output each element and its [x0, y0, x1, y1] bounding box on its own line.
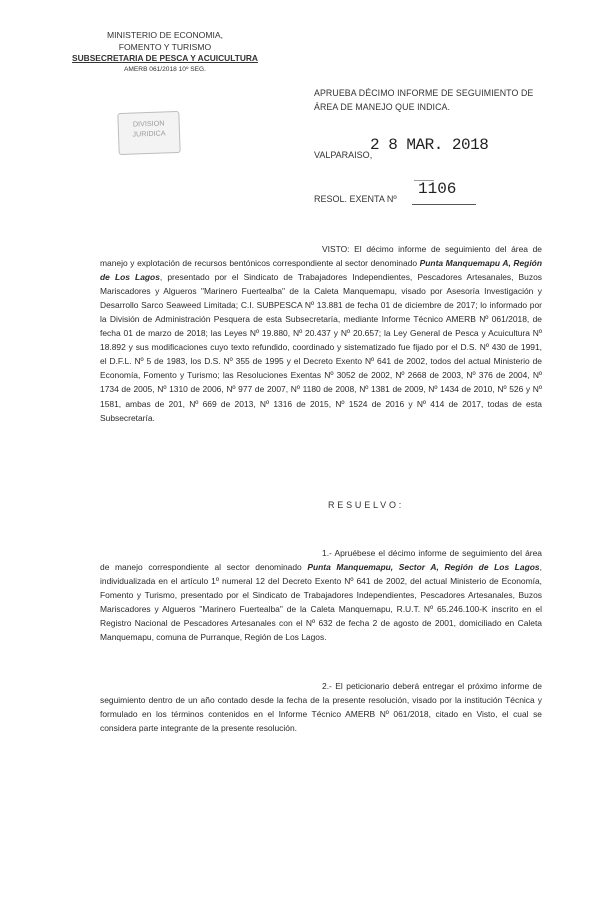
- article-1-lead: 1.- Apruébese el décimo informe de seguimiento del área de manejo correspondiente al sector denominado: [100, 548, 542, 573]
- resuelvo-heading: RESUELVO:: [328, 500, 405, 510]
- letterhead-ministry: MINISTERIO DE ECONOMIA,: [106, 30, 224, 40]
- visto-sector-name: Punta Manquemapu A, Región de Los Lagos: [100, 258, 542, 283]
- article-1-sector-name: Punta Manquemapu, Sector A, Región de Los Lagos: [307, 562, 540, 573]
- subject-line1: APRUEBA DÉCIMO INFORME DE SEGUIMIENTO DE: [314, 88, 534, 98]
- stamp-line1: DIVISION: [132, 118, 165, 129]
- resolution-label: RESOL. EXENTA Nº: [314, 194, 397, 204]
- place-label: VALPARAISO,: [314, 150, 373, 160]
- visto-lead: VISTO: El décimo informe de seguimiento del área de manejo y explotación de recursos bentónicos correspondiente al sector denominado: [100, 244, 542, 269]
- article-2-paragraph: [100, 679, 542, 735]
- letterhead-subsecretaria: SUBSECRETARIA DE PESCA Y ACUICULTURA: [72, 53, 258, 63]
- letterhead-reference: AMERB 061/2018 10º SEG.: [124, 65, 206, 73]
- resolution-underline: [412, 204, 476, 205]
- stamp-line2: JURIDICA: [132, 128, 166, 139]
- article-1-paragraph: [100, 546, 542, 644]
- article-2-text: 2.- El peticionario deberá entregar el próximo informe de seguimiento dentro de un año contado desde la fecha de la presente resolución, visado por la institución Técnica y formulado en los términos contenidos en el Informe Técnico AMERB Nº 061/2018, citado en Visto, el cual se considera parte integrante de la presente resolución.: [100, 681, 542, 734]
- visto-rest: , presentado por el Sindicato de Trabajadores Independientes, Pescadores Artesanales, Buzos Mariscadores y Algueros "Marinero Fuertealba" de la Caleta Manquemapu, visado por Asesoría Investigación y Desarrollo Sarco Seaweed Limitada; C.I. SUBPESCA Nº 13.881 de fecha 01 de diciembre de 2017; lo informado por la División de Administración Pesquera de esta Subsecretaría, mediante Informe Técnico AMERB Nº 061/2018, de fecha 01 de marzo de 2018; las Leyes Nº 19.880, Nº 20.437 y Nº 20.657; la Ley General de Pesca y Acuicultura Nº 18.892 y sus modificaciones cuyo texto refundido, coordinado y sistematizado fue fijado por el D.S. Nº 430 de 1991, el D.F.L. Nº 5 de 1983, los D.S. Nº 355 de 1995 y el Decreto Exento Nº 641 de 2002, todos del actual Ministerio de Economía, Fomento y Turismo; las Resoluciones Exentas Nº 3052 de 2002, Nº 2668 de 2003, Nº 376 de 2004, Nº 1734 de 2005, Nº 1310 de 2006, Nº 977 de 2007, Nº 1180 de 2008, Nº 1381 de 2009, Nº 1434 de 2010, Nº 526 y Nº 1581, ambas de 201, Nº 669 de 2013, Nº 1316 de 2015, Nº 1524 de 2016 y Nº 414 de 2017, todas de esta Subsecretaría.: [100, 272, 542, 423]
- document-subject: [314, 86, 552, 114]
- date-stamp: 2 8 MAR. 2018: [370, 136, 489, 154]
- subject-line2: ÁREA DE MANEJO QUE INDICA.: [314, 102, 451, 112]
- article-1-rest: , individualizada en el artículo 1º numeral 12 del Decreto Exento Nº 641 de 2002, del actual Ministerio de Economía, Fomento y Turismo, presentado por el Sindicato de Trabajadores Independientes, Pescadores Artesanales, Buzos Mariscadores y Algueros "Marinero Fuertealba" de la Caleta Manquemapu, R.U.T. Nº 65.246.100-K inscrito en el Registro Nacional de Pescadores Artesanales con el Nº 632 de fecha 2 de agosto de 2001, domiciliado en Caleta Manquemapu, comuna de Purranque, Región de Los Lagos.: [100, 562, 542, 643]
- division-stamp: [117, 111, 180, 155]
- visto-paragraph: [100, 242, 542, 425]
- letterhead: [70, 30, 260, 74]
- letterhead-ministry-sub: FOMENTO Y TURISMO: [118, 41, 212, 52]
- resolution-number: 1106: [418, 180, 457, 198]
